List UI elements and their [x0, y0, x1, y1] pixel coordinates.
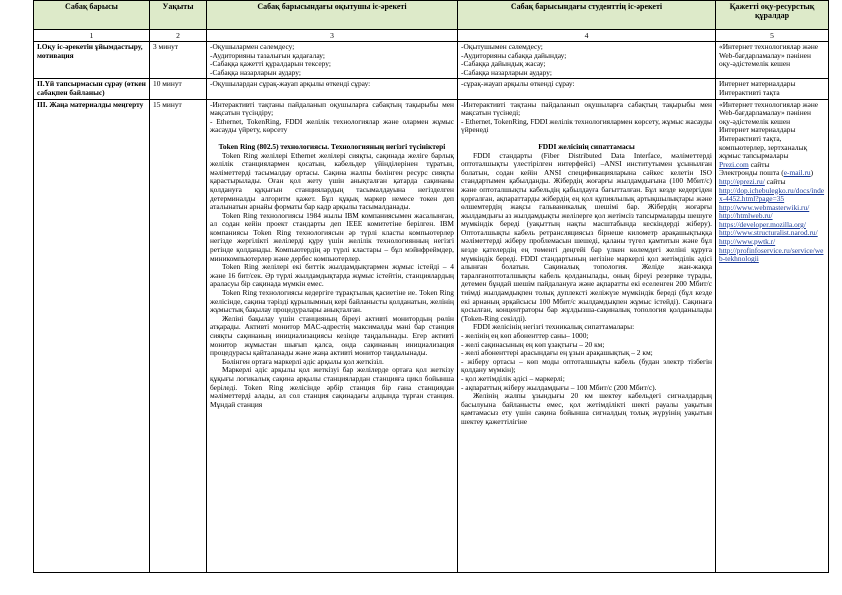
student-line: -Сабаққа назарларын аудару; — [461, 67, 552, 77]
email-link[interactable]: e-mail.ru — [783, 168, 811, 178]
resource-link[interactable]: http://dop.ichebulegko.ru/docs/index-4452.html?page=35 — [719, 185, 825, 204]
teacher-line: -Сабаққа қажетті құралдарын тексеру; — [210, 59, 331, 69]
time-cell: 15 минут — [150, 99, 207, 572]
header-row — [34, 1, 829, 30]
paragraph: Token Ring технологиясы 1984 жылы IBM компаниясымен жасалынған, ал содан кейін проект стандарты деп IEEE комитетіне берілген. IBM компаниясы Token Ring технологиясын әр түрлі класты компьютерлер негізде жергілікті желілерді құру үшін желілік технологиянның негізгі ретінде қолданады. Компьютердің әр түрлі кластары – бұл мэйнфреймдер, миникомпьютерлер және дербес компьютерлер. — [210, 210, 454, 263]
spec-item: - ақпараттың жіберу жылдамдығы – 100 Мбит/с (200 Мбит/с). — [461, 382, 657, 392]
header-stage: Сабақ барысы — [34, 1, 150, 30]
spec-item: - жіберу ортасы – көп моды оптоталшықты кабель (будан электр тізбегін қолдану мүмкін); — [461, 356, 712, 375]
resources-cell: «Интернет технологиялар және Web-бағдарламалау» пәнінен оқу-әдістемелік кешен — [716, 42, 829, 79]
spec-item: - желі сақинасының ең көп ұзақтығы – 20 км; — [461, 339, 605, 349]
col-number: 4 — [458, 30, 716, 42]
resource-link[interactable]: http://htmlweb.ru/ — [719, 211, 773, 221]
resource-link[interactable]: http://www.webmasterwiki.ru/ — [719, 202, 810, 212]
student-line: - Ethernet, TokenRing, FDDI желілік технологиялармен көрсету, жұмыс жасауды үйренеді — [461, 116, 712, 135]
col-number: 3 — [207, 30, 458, 42]
teacher-line: -Сабаққа назарларын аудару; — [210, 67, 301, 77]
student-cell: -сұрақ-жауап арқылы өткенді сұрау: — [458, 79, 716, 99]
resource-line: Интерактивті тақта, компьютерлер, зертханалық жұмыс тапсырмалары — [719, 133, 808, 161]
paragraph: Token Ring желілері екі биттік жылдамдықтармен жұмыс істейді – 4 және 16 бит/сек. Әр түрлі жылдамдықтарда жұмыс істейтін, станциялардың араласуы бір сақинада мүмкін емес. — [210, 262, 454, 289]
email-suffix: ) — [810, 168, 814, 178]
student-line: -Аудиторияны сабаққа дайындау; — [461, 50, 567, 60]
spec-item: - желінің ең көп абоненттер саны– 1000; — [461, 331, 589, 340]
resource-line: «Интернет технологиялар және Web-бағдарламалау» пәнінен оқу-әдістемелік кешен — [719, 99, 819, 126]
paragraph: Token Ring желілері Ethernet желілері сияқты, сақинада желіге барлық желілік станциялармен қосатын, кабельдер үйінділерінен тұратын, мәліметтерді тасымалдау ортасы. Сақина жалпы бөлінген ресурс сияқты қарастырылады. Оған қол жету үшін анықталған қатарда сақинаны қолдануға құқығын станциялардың тасымалдауына негізделген детерминалды алгоритм қажет. Бұл құқық маркер немесе токен деп аталынатын арнайы форматы бар кадр арқылы тасымалданады. — [210, 150, 454, 212]
teacher-line: -Оқушылармен сәлемдесу; — [210, 42, 295, 51]
teacher-line: -Аудиторияны тазалығын қадағалау; — [210, 50, 325, 60]
stage-cell: II.Үй тапсырмасын сұрау (өткен сабақпен байланыс) — [34, 79, 150, 99]
email-prefix: Электронды пошта ( — [719, 168, 784, 178]
teacher-line: - Ethernet, TokenRing, FDDI желілік технологиялар және олармен жұмыс жасауды үйрету, көрсету — [210, 116, 454, 135]
paragraph: FDDI стандарты (Fiber Distributed Data Interface, мәліметтерді оптоталшықты үлестірілген интерфейсі) –ANSI институтымен ұсынылған болатын, содан кейін ANSI спецификацияларына сәйкес келетін ISO стандартымен қабылданды. Жібердің жоғарғы жылдамдығына (100 Мбит/с) және оптоталшықты кабельдің қабылдауға бағытталған. Бұл кезде кедергіден қорғалған, ақпараттарды жібердің ең қол құпиялылық артықшылықтары және өлшемтердің жақсы гальваникалық шешімі бар. Жібердің жоғарғы жылдамдығы аз жылдамдықты желілерге қол жетімсіз тапсырмаларды шешуге мүмкіндік береді (уақыттың нақты масштабында кескіндерді жіберу). Оптоталшықты кабель ретрансляциясыз бірнеше километр арақашықтыққа мәліметтерді жіберу проблемасын шешеді, қаланы түгел қамтитын және бұл кезде қателердің ең төменгі деңгейі бар үлкен көлемдегі желіні құруға мүмкіндік береді. FDDI стандартының негізіне маркерлі қол жетімділік әдісі алынған болатын. Сақиналық топология. Желіде жан-жаққа таралғаноптоталшықты кабель қолданылады, оның біреуі резервке түрады, детемен бұндай шешім пайдалануға және ақпаратты екі еселенген 200 Мбит/с тиімді жылдамдықпен толық дуплексті желіжүзе мүмкіндік береді (бұл кезде екі арнаның әрқайсысы 100 Мбит/с жылдамдықпен жұмыс істейді). Сақинаға қосылған, концентраторы бар жұлдызша-сақиналық топология қолданылады (Token-Ring секілді). — [461, 150, 712, 323]
col-number: 5 — [716, 30, 829, 42]
link-suffix: сайты — [764, 176, 786, 186]
section-title: FDDI желісінің сипаттамасы — [538, 141, 635, 151]
header-time: Уақыты — [150, 1, 207, 30]
teacher-cell — [207, 99, 458, 572]
column-number-row — [34, 30, 829, 42]
stage-cell: III. Жаңа материалды меңгерту — [34, 99, 150, 572]
spec-item: - желі абоненттері арасындағы ең ұзын арақашықтық – 2 км; — [461, 348, 653, 358]
student-line: -Сабаққа дайындық жасау; — [461, 59, 546, 69]
resource-link[interactable]: http://profinfoservice.ru/service/web-tekhnologii — [719, 245, 824, 264]
student-cell — [458, 42, 716, 79]
resource-line — [719, 247, 825, 264]
paragraph: FDDI желісінің негізгі техникалық сипаттамалары: — [473, 322, 635, 332]
resource-line: Интернет материалдары — [719, 79, 796, 89]
header-resources: Қажетті оқу-ресурстық құралдар — [716, 1, 829, 30]
teacher-cell: -Оқушылардан сұрақ-жауап арқылы өткенді сұрау: — [207, 79, 458, 99]
table-row — [34, 42, 829, 79]
paragraph: Желінің жалпы ұзындығы 20 км шектеу кабельдегі сигналдардың басылуына байланысты емес, қол жетімділікті шекті рауалы уақытын қамтамасыз ету үшін сақина бойынша сигналдың толық жүруінің уақытын шектеу қажеттілігіне — [461, 391, 712, 426]
paragraph: Желіні бақылау үшін станцияның біреуі активті монитордың рөлін атқарады. Активті монитор MAC-адрестің максималды мәні бар станция сияқты сақинаның инициализациясы кезінде таңдалынады. Егер активті монитор жұмыстан шығып қалса, онда сақинаның инициализация процедурасы қайталанады және жаңа активті монитор таңдалынады. — [210, 313, 454, 358]
resource-link[interactable]: http://eprezi.ru/ — [719, 176, 765, 186]
teacher-line: -Интерактивті тақтаны пайдаланып оқушыларға сабақтың тақырыбы мен мақсатын түсіндіру; — [210, 99, 454, 118]
header-teacher: Сабақ барысындағы оқытушы іс-әрекеті — [207, 1, 458, 30]
resources-cell — [716, 99, 829, 572]
teacher-cell — [207, 42, 458, 79]
resource-link[interactable]: https://developer.mozilla.org/ — [719, 219, 806, 229]
paragraph: Бөлінген ортаға маркерлі әдіс арқылы қол жеткізіл. — [222, 356, 384, 366]
prezi-link[interactable]: Prezi.com — [719, 159, 749, 169]
time-cell: 10 минут — [150, 79, 207, 99]
paragraph: Token Ring технологиясы кедергіге тұрақтылық қасиетіне ие. Token Ring желісінде, сақина тәрізді құрылымның кері байланысты қолданатын, желінің жұмыстық бақылау процедуралары анықталған. — [210, 288, 454, 315]
resources-cell — [716, 79, 829, 99]
resource-line — [719, 187, 825, 204]
table-row — [34, 99, 829, 572]
stage-cell: I.Оқу іс-әрекетін ұйымдастыру, мотивация — [34, 42, 150, 79]
paragraph: Маркерлі әдіс арқылы қол жеткізуі бар желілерде ортаға қол жеткізу құқығы логикалық сақина арқылы станциялардан станцияға цикл бойынша беріледі. Token Ring желісінде әрбір станция бір ғана станциядан мәліметтерді алады, ал сол станция сақинадағы алдында тұрған станция. Мұндай станция — [210, 365, 454, 409]
spec-item: - қол жетімділік әдісі – маркерлі; — [461, 373, 565, 383]
resource-link[interactable]: http://www.structuralist.narod.ru/ — [719, 228, 818, 238]
student-line: -Оқытушымен сәлемдесу; — [461, 42, 543, 51]
resource-line: Интернет материалдары — [719, 125, 796, 135]
table-row — [34, 79, 829, 99]
col-number: 1 — [34, 30, 150, 42]
header-student: Сабақ барысындағы студенттің іс-әрекеті — [458, 1, 716, 30]
resource-line: Интерактивті тақта — [719, 87, 780, 97]
resource-link[interactable]: http://www.pwtk.r/ — [719, 237, 776, 247]
lesson-plan-table — [33, 0, 829, 573]
link-suffix: сайты — [748, 159, 770, 169]
student-line: -Интерактивті тақтаны пайдаланып оқушыларға сабақтың тақырыбы мен мақсатын түсінеді; — [461, 99, 712, 118]
section-title: Token Ring (802.5) технологиясы. Технологияның негізгі түсініктері — [218, 141, 446, 151]
time-cell: 3 минут — [150, 42, 207, 79]
col-number: 2 — [150, 30, 207, 42]
student-cell — [458, 99, 716, 572]
